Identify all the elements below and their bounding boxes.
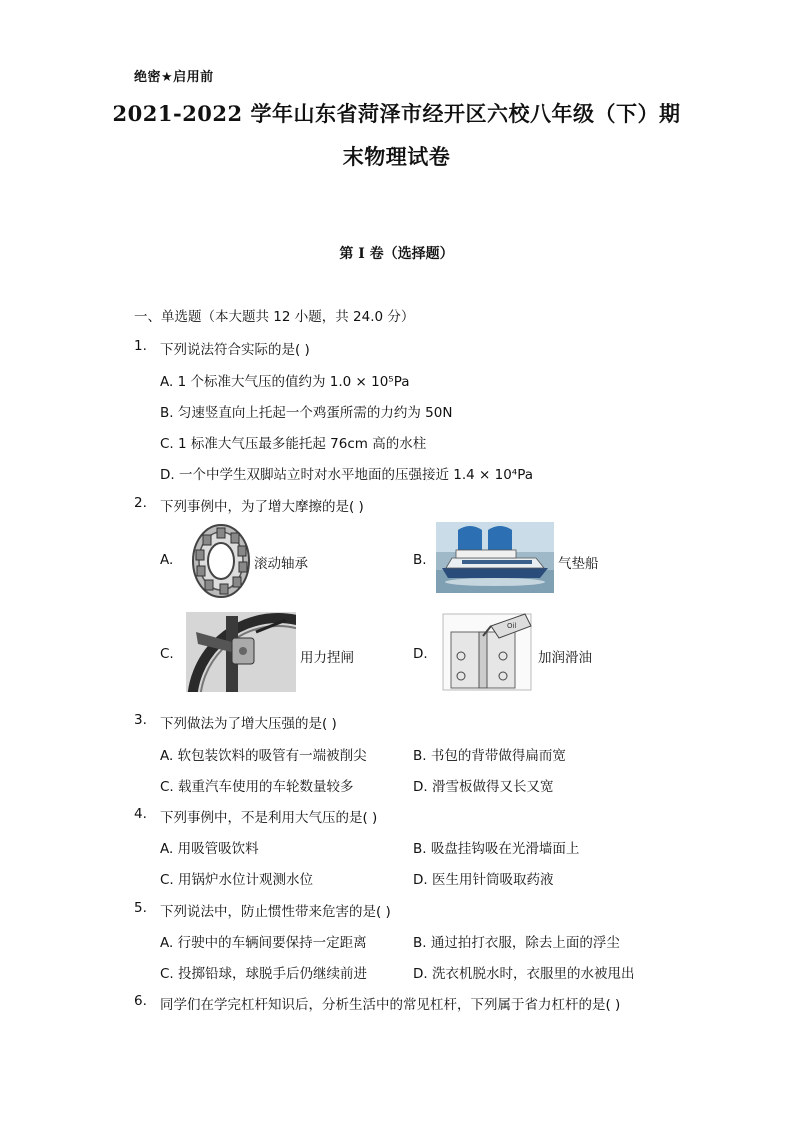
option-d-letter: D. xyxy=(413,646,428,662)
option-d: D. 洗衣机脱水时，衣服里的水被甩出 xyxy=(413,966,635,982)
bicycle-brake-image xyxy=(186,612,296,692)
option-a-letter: A. xyxy=(160,552,174,568)
question-text: 下列说法符合实际的是( ) xyxy=(160,342,310,358)
option-c-caption: 用力捏闸 xyxy=(300,650,354,666)
question-text: 下列说法中，防止惯性带来危害的是( ) xyxy=(160,904,391,920)
option-d: D. 一个中学生双脚站立时对水平地面的压强接近 1.4 × 10⁴Pa xyxy=(160,467,534,483)
svg-text:Oil: Oil xyxy=(507,622,517,630)
option-a: A. 用吸管吸饮料 xyxy=(160,841,259,857)
rolling-bearing-image xyxy=(187,522,251,600)
option-b: B. 书包的背带做得扁而宽 xyxy=(413,748,566,764)
option-c: C. 用锅炉水位计观测水位 xyxy=(160,872,314,888)
question-text: 下列事例中，不是利用大气压的是( ) xyxy=(160,810,378,826)
question-number: 6. xyxy=(134,993,147,1009)
question-number: 2. xyxy=(134,495,147,511)
option-d-caption: 加润滑油 xyxy=(538,650,592,666)
exam-title-line-1: 2021-2022 学年山东省菏泽市经开区六校八年级（下）期 xyxy=(112,101,681,126)
option-a: A. 软包装饮料的吸管有一端被削尖 xyxy=(160,748,367,764)
option-b: B. 吸盘挂钩吸在光滑墙面上 xyxy=(413,841,580,857)
option-c: C. 载重汽车使用的车轮数量较多 xyxy=(160,779,354,795)
confidential-label: 绝密★启用前 xyxy=(134,70,214,85)
part-label: 第 I 卷（选择题） xyxy=(339,246,454,262)
option-a: A. 1 个标准大气压的值约为 1.0 × 10⁵Pa xyxy=(160,374,410,390)
section-heading: 一、单选题（本大题共 12 小题，共 24.0 分） xyxy=(134,309,415,325)
hinge-oil-image xyxy=(441,612,533,692)
option-c: C. 1 标准大气压最多能托起 76cm 高的水柱 xyxy=(160,436,427,452)
option-b: B. 通过拍打衣服，除去上面的浮尘 xyxy=(413,935,620,951)
option-a-caption: 滚动轴承 xyxy=(254,556,308,572)
option-a: A. 行驶中的车辆间要保持一定距离 xyxy=(160,935,367,951)
option-b-letter: B. xyxy=(413,552,427,568)
option-b: B. 匀速竖直向上托起一个鸡蛋所需的力约为 50N xyxy=(160,405,453,421)
exam-title-line-2: 末物理试卷 xyxy=(342,144,451,169)
option-c: C. 投掷铅球，球脱手后仍继续前进 xyxy=(160,966,368,982)
option-d: D. 滑雪板做得又长又宽 xyxy=(413,779,554,795)
option-d: D. 医生用针筒吸取药液 xyxy=(413,872,554,888)
question-number: 3. xyxy=(134,712,147,728)
question-text: 下列做法为了增大压强的是( ) xyxy=(160,716,337,732)
hovercraft-image xyxy=(436,522,554,593)
question-number: 1. xyxy=(134,338,147,354)
option-b-caption: 气垫船 xyxy=(558,556,599,572)
question-number: 5. xyxy=(134,900,147,916)
question-number: 4. xyxy=(134,806,147,822)
question-text: 下列事例中，为了增大摩擦的是( ) xyxy=(160,499,364,515)
question-text: 同学们在学完杠杆知识后，分析生活中的常见杠杆，下列属于省力杠杆的是( ) xyxy=(160,997,621,1013)
option-c-letter: C. xyxy=(160,646,174,662)
